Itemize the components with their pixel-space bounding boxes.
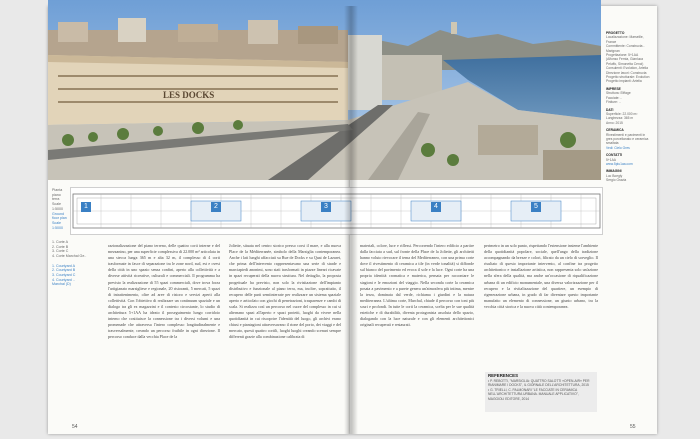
- ground-floor-plan: [70, 187, 603, 235]
- caption-scale: Scale 1:5000: [52, 202, 63, 211]
- plan-marker: 4: [431, 202, 441, 212]
- reference-item: • G. TRIELLI, C. PALMONARI "LE FACCIATE IN CERAMICA NELL'ARCHITETTURA URBANA. MANUALE APPLICATIVO", MAGGIOLI EDITORE, 2014: [488, 387, 579, 401]
- credits-line: Progetto impianti: Artelia: [606, 79, 642, 84]
- credits-heading: CERAMICA: [606, 128, 624, 133]
- text-column-3: [360, 243, 474, 421]
- credits-line: Rivestimenti e pavimenti in gres porcellanato e ceramica smaltata: [606, 132, 649, 146]
- credits-line: Sergio Grazia: [606, 178, 627, 183]
- plan-marker: 3: [321, 202, 331, 212]
- caption-scale-en: Scale 1:5000: [52, 220, 63, 230]
- credits-link[interactable]: www.5piu1aa.com: [606, 161, 633, 166]
- credits-section: [606, 169, 650, 182]
- credits-line: Luc Boegly: [606, 173, 623, 178]
- aerial-photo: [48, 0, 601, 180]
- credits-heading: PROGETTO: [606, 31, 625, 35]
- references-box: [485, 372, 597, 412]
- legend-item: 4. Corte Marchal Ge..: [52, 254, 87, 259]
- credits-link[interactable]: Vedi: Cielo Gres: [606, 145, 630, 150]
- plan-marker: 1: [81, 202, 91, 212]
- credits-line: Consulenti: Evolution, Artelia: [606, 66, 648, 71]
- credits-section: [606, 31, 650, 84]
- page-number-left: 54: [72, 424, 78, 430]
- credits-heading: IMMAGINI: [606, 169, 622, 174]
- credits-line: Direzione lavori: Constructa: [606, 70, 647, 75]
- credits-section: [606, 87, 650, 105]
- credits-heading: CONTATTI: [606, 153, 623, 158]
- legend-item: 3. Courtyard C: [52, 272, 76, 277]
- plan-marker: 5: [531, 202, 541, 212]
- credits-line: Lunghezza: 365 m: [606, 116, 634, 121]
- paragraph: razionalizzazione del piano terreno, delle quattro corti interne e del mezzanino, per una superficie complessiva di 22.000 m² articolata in una stecca lunga 365 m e alta 32 m, il complesso di 4 corti trasformate in fasce di separazione tra le zone nord, sud, est e ovest della città in uno spazio senza confini, aperto alla collettività e a diverse attività ricreative, culturali e commerciali. Il programma ha previsto la realizzazione di 55 spazi commerciali, dove trova forza l'artigianato marsigliese e regionale, 20 ristoranti, 5 mercati, 5 spazi di intrattenimento, oltre ad aree di ristoro e servizi aperti alla collettività. Con l'obiettivo di realizzare un continuum spaziale e un dialogo tra gli ex magazzini e il contesto circostante, lo studio di architettura 5+1AA ha ideato il proseguimento lungo corridoio interno che costituisce la connessione tra i diversi volumi e una promenade che attraversa l'intero complesso longitudinalmente e trasversalmente, creando un percorso fruibile in ogni direzione. Il percorso conduce dalla vecchia Place de la: [108, 243, 220, 340]
- harbor-photo-illustration: [48, 0, 601, 180]
- text-column-2: [229, 243, 341, 421]
- legend-item: 2. Courtyard B: [52, 268, 76, 273]
- credits-line: Struttura: Eiffage: [606, 91, 631, 96]
- credits-line: Progetto strutturale: Evolution: [606, 75, 650, 80]
- credits-line: Superficie: 22.000 m²: [606, 111, 638, 116]
- credits-heading: DATI: [606, 107, 614, 112]
- legend-item: 1. Courtyard A: [52, 263, 75, 268]
- plan-legend: [52, 240, 87, 287]
- reference-item: • P. REBOTTI, "MARSIGLIA: QUATTRO SALOTTI «OPEN-AIR» PER RIANIMARE I DOCKS", IL GIORNALE DELL'ARCHITETTURA, 2015: [488, 378, 590, 387]
- legend-item: 1. Corte A: [52, 240, 68, 244]
- paragraph: perimetro in un solo punto, rispettando l'estensione insieme l'ambiente della quotidianità popolare, sociale, quell'ungo della tradizione accompagnando da brezze e colori, filtrato da un cielo di sorveglio. Il risultato di questo importante intervento, al confine tra progetto architettonico e installazione artistica, non rappresenta solo un'azione nella sfera della qualità, ma anche un'occasione di riqualificazione urbana di un edificio monumentale, una diversa valorizzazione per il recupero e la rivitalizzazione del quartiere, un esempio di rigenerazione urbana, in grado di far diventare questo importante manufatto un elemento di connessione, un giunto urbano, tra la vecchia città storica e la nuova città contemporanea.: [484, 243, 598, 309]
- les-docks-sign: LES DOCKS: [163, 90, 215, 100]
- floor-plan-drawing: [71, 188, 602, 234]
- credits-line: Anno: 2015: [606, 120, 623, 125]
- paragraph: Joliette, situata nel centro storico presso corsi il mare, e alla nuova Place de la Méditerranée, simbolo della Marsiglia contemporanea. Anche i lati lunghi affacciati su Rue de Docks e su Quai de Lazaret, che prima dell'intervento rappresentavano una serie di strade e marciapiedi anonimi, sono stati trasformati in piazze lineari ricavate in spazi recuperati della nuova struttura. Nel dettaglio, la proposta progettuale ha previsto, non solo la rivisitazione dell'impianto distributivo e funzionale al piano terra, ma, inoltre, soprattutto, il recupero delle parti semiinterrate per realizzare un sistema spaziale aperto e articolato con giochi di penetrazioni, trasparenze e cambi di scala. Si realizza così un percorso nel cuore del complesso in cui si alternano spazi all'aperto e spazi protetti, luoghi da vivere nella quotidianità in cui riscoprire l'identità del luogo, gli archivi erano chiusi e piantagioni attraversavano il rione del porto, dei viaggi e del mercato, questi quattro cortili, luoghi luoghi creando scenari sempre differenti grazie alla combinazione calibrata di: [229, 243, 341, 340]
- paragraph: materiali, colore, luce e riflessi. Percorrendo l'intero edificio a partire dalla facciata a sud, sul fronte della Place de la Joliette, gli architetti hanno voluto rievocare il tema del Mediterraneo, con una prima corte dove il rivestimento di ceramica a tile (in verde tonalità) si diffonde sul bianco del pavimento ed evoca il sole e la luce. Ogni corte ha una propria identità cromatica e materica, pensata per raccontare le stagioni e le emozioni del viaggio. Nella seconda corte la ceramica posata a pavimento e a parete genera un'atmosfera più intima, mentre la terza, dominata dal verde, richiama i giardini e la natura mediterranea. L'ultima corte, Marchal, chiude il percorso con toni più scuri e profondi. In tutte le corti la ceramica, scelta per le sue qualità estetiche e di durabilità, diventa protagonista assoluta dello spazio, dialogando con la luce naturale e con gli elementi architettonici originali recuperati e restaurati.: [360, 243, 474, 328]
- legend-item: 2. Corte B: [52, 244, 69, 249]
- caption-title: Pianta piano terra: [52, 188, 63, 202]
- caption-title-en: Ground floor plan: [52, 211, 67, 221]
- legend-item: Marchal (D): [52, 282, 71, 287]
- credits-section: [606, 128, 650, 150]
- credits-line: Localizzazione: Marseille, France: [606, 35, 644, 44]
- page-number-right: 55: [630, 424, 636, 430]
- text-column-4: [484, 243, 598, 367]
- legend-item: 3. Corte C: [52, 249, 69, 254]
- references-title: REFERENCES: [488, 373, 519, 378]
- legend-item: 4. Courtyard ..: [52, 277, 75, 282]
- credits-line: Progettazione: 5+1AA (Alfonso Femia, Gianluca Peluffo, Simonetta Cenci): [606, 53, 644, 66]
- credits-line: Finiture: ..: [606, 100, 621, 105]
- credits-line: 5+1AA: [606, 157, 616, 162]
- credits-section: [606, 153, 650, 166]
- text-column-1: [108, 243, 220, 421]
- credits-heading: IMPRESE: [606, 86, 621, 91]
- plan-marker: 2: [211, 202, 221, 212]
- credits-section: [606, 108, 650, 126]
- credits-line: Committente: Constructa - Marignan: [606, 44, 645, 53]
- project-credits-sidebar: [606, 28, 650, 183]
- plan-caption: [52, 188, 69, 230]
- credits-line: Facciate: ..: [606, 95, 623, 100]
